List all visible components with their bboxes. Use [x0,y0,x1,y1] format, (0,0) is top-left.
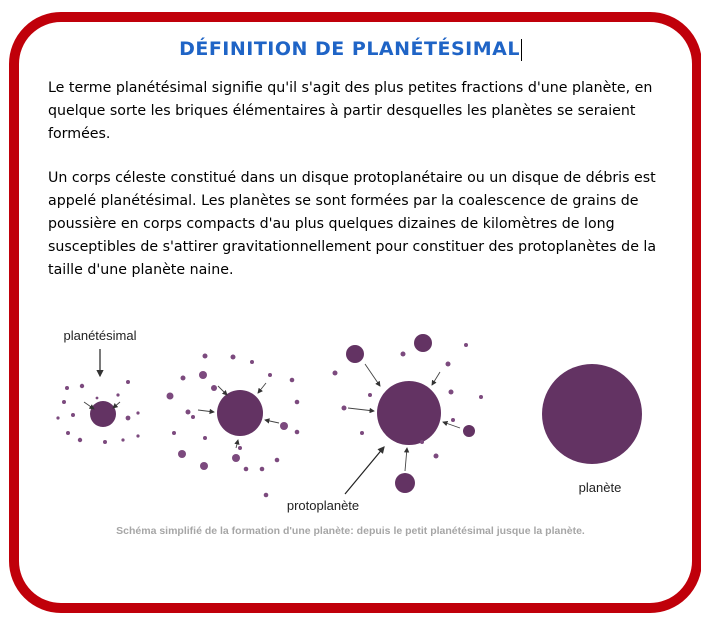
dust-particle [178,450,186,458]
dust-particle [451,418,455,422]
dust-particle [167,393,174,400]
dust-particle [200,462,208,470]
dust-particle [232,454,240,462]
attraction-arrow [113,402,120,408]
attraction-arrow [348,408,374,411]
dust-particle [275,458,280,463]
planet-body [542,364,642,464]
attraction-arrow [443,422,460,428]
dust-particle [56,416,59,419]
dust-particle [126,380,130,384]
arrow-protoplanete [345,447,384,494]
attraction-arrow [365,364,380,386]
dust-particle [172,431,176,435]
attraction-arrow [258,383,266,393]
dust-particle [333,371,338,376]
dust-particle [449,390,454,395]
paragraph-detail: Un corps céleste constitué dans un disque protoplanétaire ou un disque de débris est appelé planétésimal. Les planètes se sont formées par la coalescence de grains de poussière en corps compacts d'au plus quelques dizaines de kilomètres de long susceptibles de s'attirer gravitationnellement pour constituer des protoplanètes de la taille d'une planète naine. [48,170,657,278]
dust-particle [80,384,84,388]
planetesimal-body [90,401,116,427]
dust-particle [191,415,195,419]
dust-particle [295,430,300,435]
planetesimal-body [414,334,432,352]
protoplanet-body [377,381,441,445]
dust-particle [260,467,265,472]
dust-particle [464,343,468,347]
dust-particle [78,438,82,442]
dust-particle [420,440,424,444]
label-protoplanete: protoplanète [286,498,360,513]
dust-particle [342,406,347,411]
dust-particle [211,385,217,391]
dust-particle [136,434,139,437]
dust-particle [244,467,249,472]
dust-particle [268,373,272,377]
attraction-arrow [405,448,407,471]
planetesimal-body [463,425,475,437]
dust-particle [66,431,70,435]
dust-particle [203,436,207,440]
paragraph-intro: Le terme planétésimal signifie qu'il s'agit des plus petites fractions d'une planète, en quelque sorte les briques élémentaires à partir desquelles les planètes se seraient formées. [48,80,653,142]
attraction-arrow [236,440,238,448]
dust-particle [280,422,288,430]
attraction-arrow [84,402,94,409]
dust-particle [103,440,107,444]
growing-body [217,390,263,436]
dust-particle [434,454,439,459]
dust-particle [479,395,483,399]
dust-particle [203,354,208,359]
dust-particle [199,371,207,379]
label-planetesimal: planétésimal [63,328,137,343]
dust-particle [401,352,406,357]
dust-particle [62,400,66,404]
planetesimal-body [346,345,364,363]
diagram-caption: Schéma simplifié de la formation d'une planète: depuis le petit planétésimal jusque la planète. [116,525,585,537]
dust-particle [121,438,124,441]
dust-particle [446,362,451,367]
dust-particle [231,355,236,360]
dust-particle [126,416,131,421]
dust-particle [264,493,269,498]
dust-particle [238,446,242,450]
dust-particle [181,376,186,381]
dust-particle [186,410,191,415]
dust-particle [71,413,75,417]
attraction-arrow [432,372,440,385]
dust-particle [295,400,300,405]
dust-particle [65,386,69,390]
attraction-arrow [218,386,227,395]
title-text: DÉFINITION DE PLANÉTÉSIMAL [179,38,520,60]
dust-particle [96,397,99,400]
planetesimal-body [395,473,415,493]
dust-particle [116,393,119,396]
dust-particle [360,431,364,435]
dust-particle [136,411,139,414]
dust-particle [250,360,254,364]
diagram-bodies [56,334,642,497]
attraction-arrow [265,420,279,423]
attraction-arrow [198,410,214,412]
dust-particle [290,378,295,383]
label-planete: planète [578,480,622,495]
dust-particle [368,393,372,397]
